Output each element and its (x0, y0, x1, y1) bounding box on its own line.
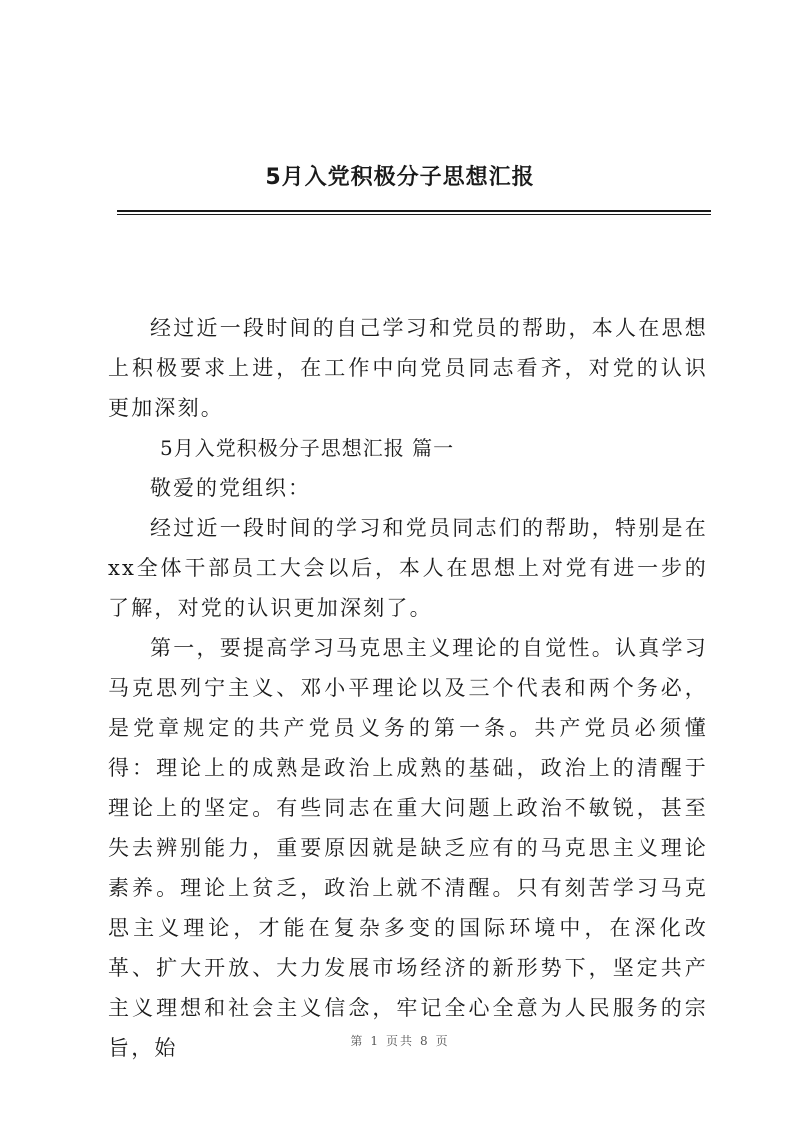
page-footer (0, 1032, 800, 1049)
section-subheading: 5月入党积极分子思想汇报 篇一 (160, 436, 455, 460)
salutation: 敬爱的党组织： (150, 476, 311, 500)
title-rule-thick (117, 210, 711, 212)
footer-total-pages: 8 (420, 1034, 430, 1048)
footer-prefix: 第 (350, 1034, 365, 1048)
footer-middle: 页共 (385, 1034, 414, 1048)
title-rule-thin (117, 214, 711, 215)
body-paragraph-1: 经过近一段时间的学习和党员同志们的帮助，特别是在xx全体干部员工大会以后，本人在思想上对党有进一步的了解，对党的认识更加深刻了。 (108, 516, 708, 620)
footer-suffix: 页 (435, 1034, 450, 1048)
document-title: 5月入党积极分子思想汇报 (265, 165, 535, 190)
footer-current-page: 1 (370, 1034, 380, 1048)
document-body (108, 308, 708, 1068)
intro-paragraph: 经过近一段时间的自己学习和党员的帮助，本人在思想上积极要求上进，在工作中向党员同志看齐，对党的认识更加深刻。 (108, 316, 708, 420)
body-paragraph-2: 第一，要提高学习马克思主义理论的自觉性。认真学习马克思列宁主义、邓小平理论以及三个代表和两个务必，是党章规定的共产党员义务的第一条。共产党员必须懂得：理论上的成熟是政治上成熟的基础，政治上的清醒于理论上的坚定。有些同志在重大问题上政治不敏锐，甚至失去辨别能力，重要原因就是缺乏应有的马克思主义理论素养。理论上贫乏，政治上就不清醒。只有刻苦学习马克思主义理论，才能在复杂多变的国际环境中，在深化改革、扩大开放、大力发展市场经济的新形势下，坚定共产主义理想和社会主义信念，牢记全心全意为人民服务的宗旨，始 (108, 636, 708, 1060)
